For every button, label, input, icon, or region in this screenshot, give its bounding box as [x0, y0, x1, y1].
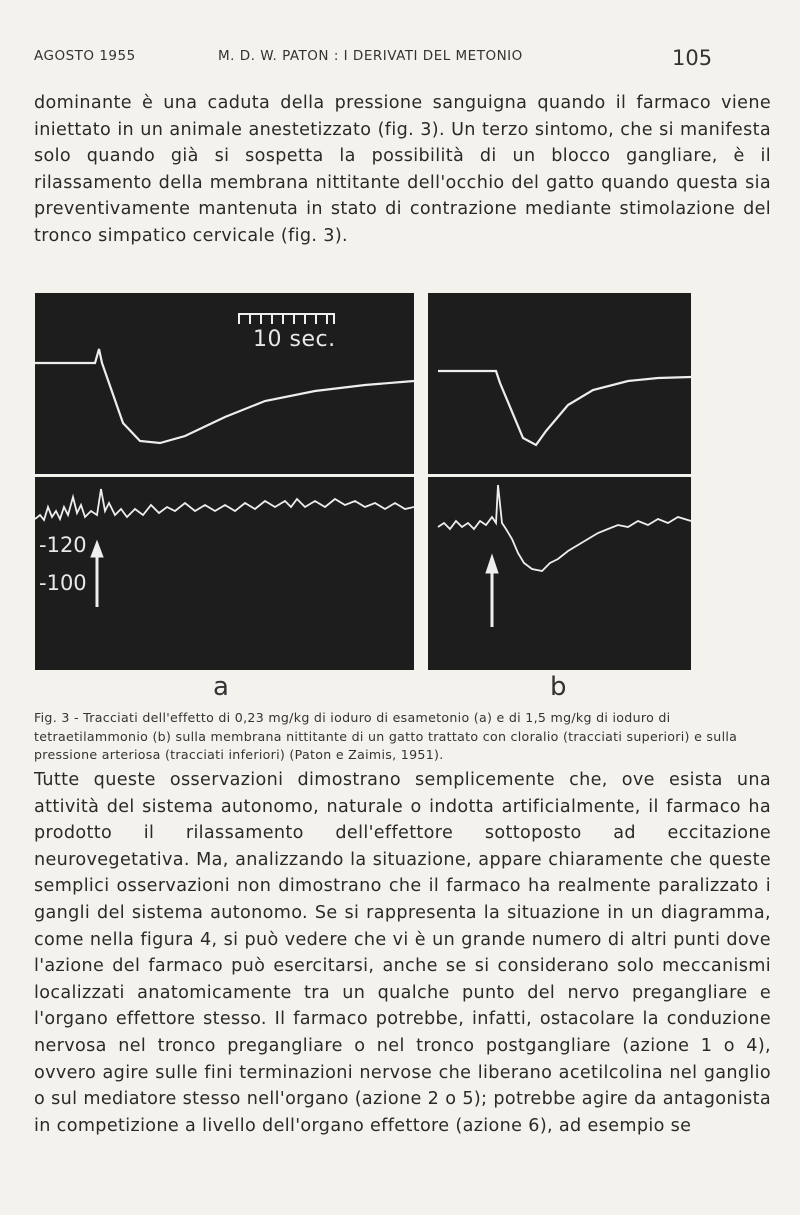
- membrane-trace-b: [438, 371, 691, 445]
- panel-label-a: a: [213, 672, 229, 702]
- pressure-trace-a: [35, 489, 414, 520]
- running-header-title: M. D. W. PATON : I DERIVATI DEL METONIO: [218, 48, 523, 64]
- panel-label-b: b: [550, 672, 567, 702]
- pressure-scale-low: -100: [39, 571, 87, 595]
- membrane-trace-a: [35, 349, 414, 443]
- paragraph-2: Tutte queste osservazioni dimostrano semplicemente che, ove esista una attività del sistema autonomo, naturale o indotta artificialmente, il farmaco ha prodotto il rilassamento dell'effettore sottoposto ad eccitazione neurovegetativa. Ma, analizzando la situazione, appare chiaramente che queste semplici osservazioni non dimostrano che il farmaco ha realmente paralizzato i gangli del sistema autonomo. Se si rappresenta la situazione in un diagramma, come nella figura 4, si può vedere che vi è un grande numero di altri punti dove l'azione del farmaco può esercitarsi, anche se si considerano solo meccanismi localizzati anatomicamente tra un qualche punto del nervo pregangliare e l'organo effettore stesso. Il farmaco potrebbe, infatti, ostacolare la conduzione nervosa nel tronco pregangliare o nel tronco postgangliare (azione 1 o 4), ovvero agire sulle fini terminazioni nervose che liberano acetilcolina nel ganglio o sul mediatore stesso nell'organo (azione 2 o 5); potrebbe agire da antagonista in competizione a livello dell'organo effettore (azione 6), ad esempio se: [34, 770, 771, 1136]
- figure-caption: Fig. 3 - Tracciati dell'effetto di 0,23 mg/kg di ioduro di esametonio (a) e di 1,5 mg/kg di ioduro di tetraetilammonio (b) sulla membrana nittitante di un gatto trattato con cloralio (tracciati superiori) e sulla pressione arteriosa (tracciati inferiori) (Paton e Zaimis, 1951).: [34, 710, 738, 762]
- figure-panel-b-pressure-trace: [428, 477, 691, 670]
- figure-panel-b-membrane-trace: [428, 293, 691, 474]
- injection-arrow: [91, 541, 103, 607]
- page-number: 105: [672, 46, 713, 70]
- figure-panel-a-pressure-trace: [35, 477, 414, 670]
- time-marker-ticks: [238, 314, 335, 324]
- figure-panel-a-membrane-trace: [35, 293, 414, 474]
- pressure-trace-b: [438, 485, 691, 571]
- pressure-scale-high: -120: [39, 533, 87, 557]
- time-scale-label: 10 sec.: [253, 327, 336, 352]
- running-header-date: AGOSTO 1955: [34, 48, 136, 64]
- injection-arrow: [486, 555, 498, 627]
- paragraph-1: dominante è una caduta della pressione sanguigna quando il farmaco viene iniettato in un animale anestetizzato (fig. 3). Un terzo sintomo, che si manifesta solo quando già si sospetta la possibilità di un blocco gangliare, è il rilassamento della membrana nittitante dell'occhio del gatto quando questa sia preventivamente mantenuta in stato di contrazione mediante stimolazione del tronco simpatico cervicale (fig. 3).: [34, 93, 771, 246]
